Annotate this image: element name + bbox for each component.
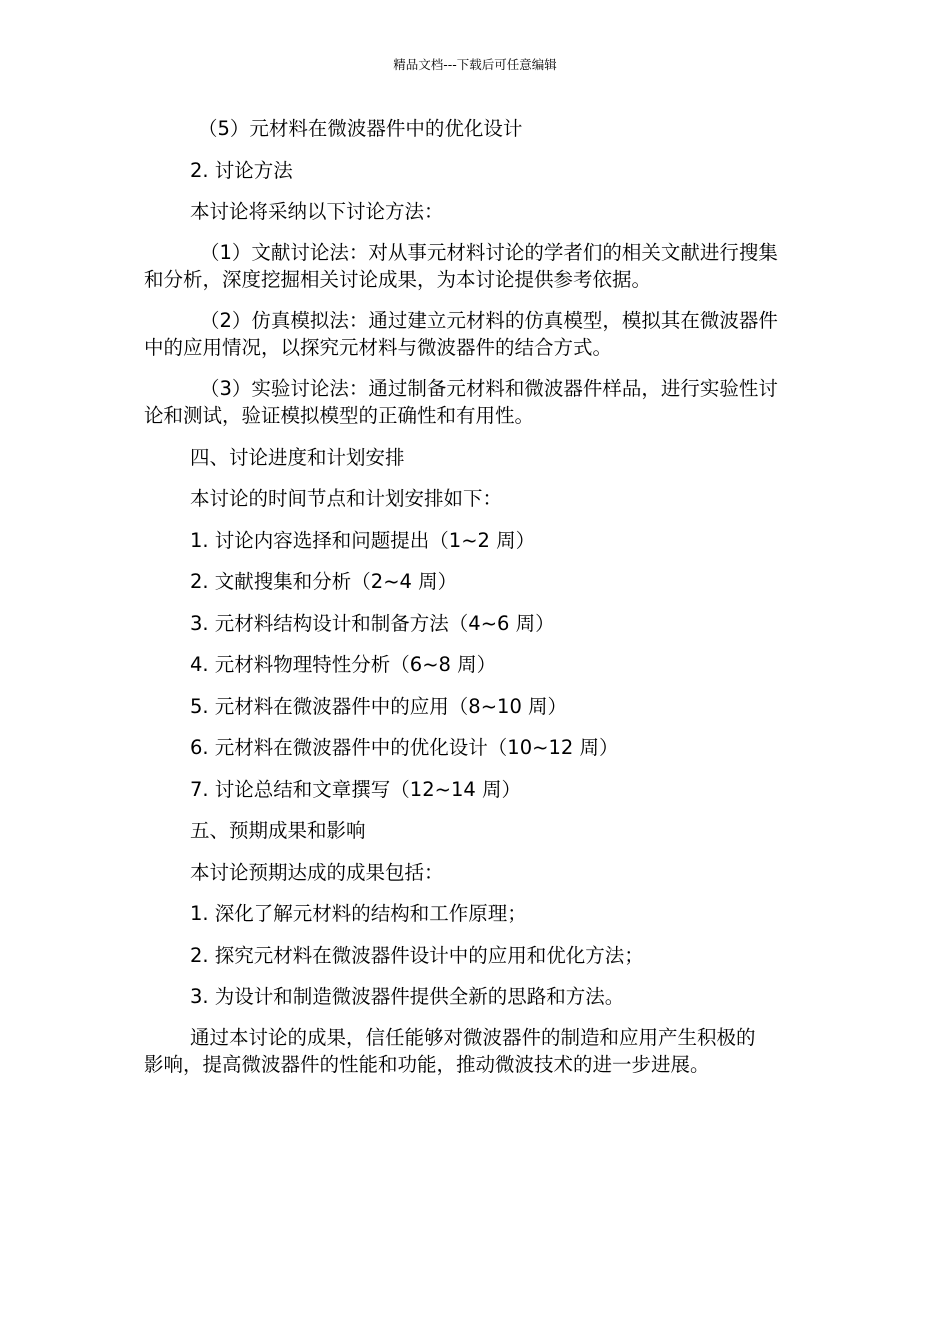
paragraph-line: 和分析，深度挖掘相关讨论成果，为本讨论提供参考依据。 bbox=[144, 267, 652, 291]
page-header: 精品文档---下载后可任意编辑 bbox=[393, 57, 557, 72]
list-item-5: （5）元材料在微波器件中的优化设计 bbox=[198, 117, 523, 140]
schedule-item: 7. 讨论总结和文章撰写（12~14 周） bbox=[190, 777, 521, 801]
outcome-item: 2. 探究元材料在微波器件设计中的应用和优化方法； bbox=[190, 943, 644, 967]
paragraph-line: （1）文献讨论法：对从事元材料讨论的学者们的相关文献进行搜集 bbox=[200, 240, 778, 264]
paragraph-line: 影响，提高微波器件的性能和功能，推动微波技术的进一步进展。 bbox=[144, 1052, 710, 1076]
schedule-item: 5. 元材料在微波器件中的应用（8~10 周） bbox=[190, 694, 568, 718]
paragraph-line: （2）仿真模拟法：通过建立元材料的仿真模型，模拟其在微波器件 bbox=[200, 308, 778, 332]
method-simulation bbox=[144, 307, 806, 361]
paragraph-line: （3）实验讨论法：通过制备元材料和微波器件样品，进行实验性讨 bbox=[200, 376, 778, 400]
schedule-intro: 本讨论的时间节点和计划安排如下： bbox=[190, 487, 503, 510]
paragraph-line: 论和测试，验证模拟模型的正确性和有用性。 bbox=[144, 403, 535, 427]
document-body bbox=[144, 114, 806, 1092]
method-experiment bbox=[144, 375, 806, 429]
conclusion-paragraph bbox=[144, 1024, 806, 1078]
section-heading-schedule: 四、讨论进度和计划安排 bbox=[190, 445, 405, 469]
method-literature bbox=[144, 239, 806, 293]
schedule-item: 1. 讨论内容选择和问题提出（1~2 周） bbox=[190, 528, 536, 552]
outcome-item: 1. 深化了解元材料的结构和工作原理； bbox=[190, 902, 527, 925]
section-heading-methods: 2. 讨论方法 bbox=[190, 158, 293, 182]
schedule-item: 6. 元材料在微波器件中的优化设计（10~12 周） bbox=[190, 736, 619, 759]
paragraph-line: 通过本讨论的成果，信任能够对微波器件的制造和应用产生积极的 bbox=[190, 1025, 756, 1049]
outcome-item: 3. 为设计和制造微波器件提供全新的思路和方法。 bbox=[190, 985, 625, 1008]
schedule-item: 3. 元材料结构设计和制备方法（4~6 周） bbox=[190, 611, 555, 635]
section-heading-outcomes: 五、预期成果和影响 bbox=[190, 819, 366, 842]
outcomes-intro: 本讨论预期达成的成果包括： bbox=[190, 860, 444, 884]
methods-intro: 本讨论将采纳以下讨论方法： bbox=[190, 200, 444, 223]
schedule-item: 4. 元材料物理特性分析（6~8 周） bbox=[190, 653, 497, 676]
schedule-item: 2. 文献搜集和分析（2~4 周） bbox=[190, 570, 458, 593]
paragraph-line: 中的应用情况，以探究元材料与微波器件的结合方式。 bbox=[144, 335, 613, 359]
